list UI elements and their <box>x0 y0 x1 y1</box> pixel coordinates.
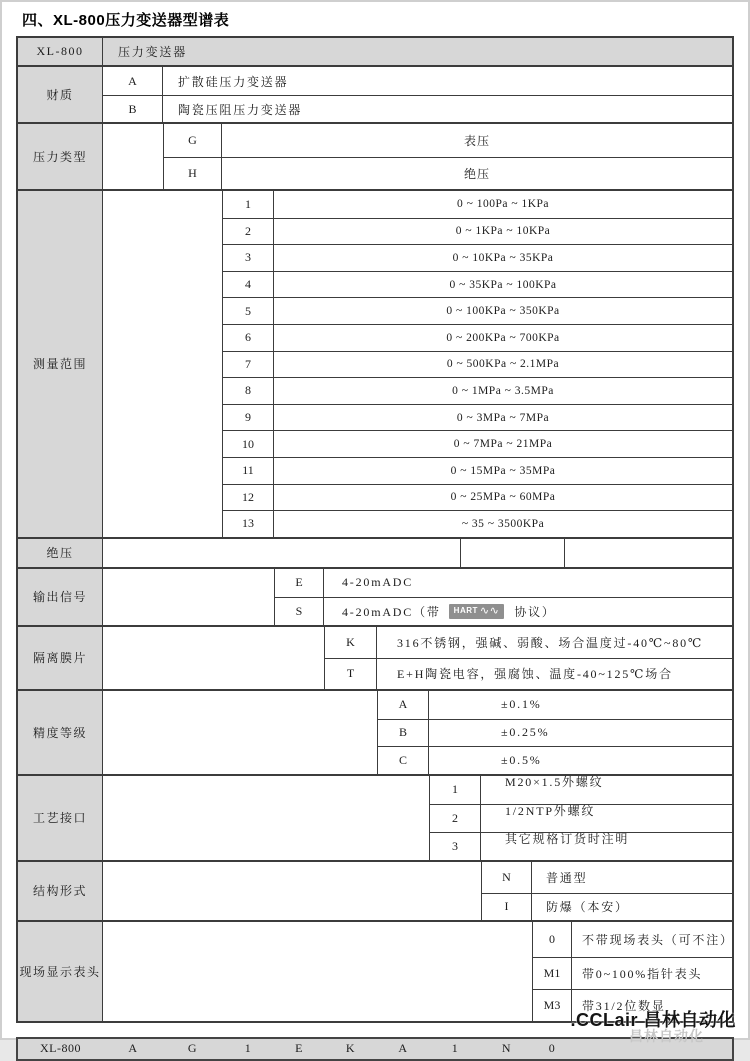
table-header-row <box>18 38 732 65</box>
spec-row <box>222 218 732 245</box>
option-desc-text: E+H陶瓷电容，强腐蚀、温度-40~125℃场合 <box>397 667 673 682</box>
section-label-field-display: 现场显示表头 <box>18 922 103 1021</box>
section-accuracy-class <box>18 689 732 774</box>
option-code: B <box>377 720 429 746</box>
option-code: M3 <box>532 990 572 1021</box>
option-desc <box>274 485 732 511</box>
spec-row <box>222 324 732 351</box>
page-title: 四、XL-800压力变送器型谱表 <box>22 12 230 29</box>
option-code: 9 <box>222 405 274 431</box>
spec-row <box>429 804 732 832</box>
option-desc-text: 1/2NTP外螺纹 <box>505 803 596 818</box>
option-code: 0 <box>532 922 572 957</box>
section-label-absolute-pressure: 绝压 <box>18 539 103 567</box>
empty-cell <box>103 539 460 567</box>
option-desc-text: 防爆（本安） <box>546 900 629 915</box>
spec-row <box>481 893 732 920</box>
spec-row <box>103 95 732 122</box>
option-desc-text: 协议） <box>514 604 556 619</box>
example-model-code-row <box>16 1037 734 1061</box>
example-code: G <box>187 1041 198 1056</box>
stair-spacer <box>103 191 222 537</box>
stair-spacer <box>103 776 429 860</box>
section-process-connection <box>18 774 732 860</box>
stair-spacer <box>103 124 163 189</box>
model-spec-table <box>16 36 734 1023</box>
spec-row <box>429 776 732 804</box>
option-code: 3 <box>429 833 481 860</box>
option-desc <box>377 627 732 658</box>
section-label-isolation-diaphragm: 隔离膜片 <box>18 627 103 689</box>
section-label-process-connection: 工艺接口 <box>18 776 103 860</box>
option-desc <box>324 569 732 597</box>
option-desc-text: 其它规格订货时注明 <box>505 831 630 846</box>
option-desc-text: 0 ~ 25MPa ~ 60MPa <box>450 491 556 504</box>
section-isolation-diaphragm <box>18 625 732 689</box>
example-code: 1 <box>451 1041 459 1056</box>
spec-row <box>163 157 732 189</box>
spec-row <box>222 244 732 271</box>
option-code: 11 <box>222 458 274 484</box>
spec-row <box>222 271 732 298</box>
option-code: S <box>274 598 324 625</box>
option-desc <box>429 747 732 774</box>
option-desc <box>532 862 732 893</box>
option-desc-text: 0 ~ 15MPa ~ 35MPa <box>450 464 556 477</box>
option-desc <box>163 96 732 122</box>
option-desc <box>274 378 732 404</box>
option-code: N <box>481 862 532 893</box>
section-material <box>18 65 732 122</box>
spec-row <box>377 691 732 719</box>
section-structure-type <box>18 860 732 920</box>
option-desc <box>572 958 732 989</box>
option-code: 5 <box>222 298 274 324</box>
option-desc <box>274 352 732 378</box>
spec-row <box>324 658 732 689</box>
stair-spacer <box>103 862 481 920</box>
option-code: 13 <box>222 511 274 537</box>
option-desc-text: 0 ~ 3MPa ~ 7MPa <box>456 411 550 424</box>
option-code: 12 <box>222 485 274 511</box>
option-desc <box>532 894 732 920</box>
section-output-signal <box>18 567 732 625</box>
option-code: 4 <box>222 272 274 298</box>
spec-row <box>222 351 732 378</box>
spec-row <box>274 569 732 597</box>
spec-row <box>222 191 732 218</box>
option-desc <box>481 776 732 804</box>
option-desc <box>274 272 732 298</box>
spec-row <box>163 124 732 157</box>
option-desc <box>274 405 732 431</box>
option-code: 2 <box>222 219 274 245</box>
option-desc <box>324 598 732 625</box>
option-desc-text: 0 ~ 100Pa ~ 1KPa <box>457 198 549 211</box>
option-desc-text: 316不锈钢，强碱、弱酸、场合温度过-40℃~80℃ <box>397 635 704 650</box>
option-desc <box>163 67 732 95</box>
option-code: C <box>377 747 429 774</box>
option-desc <box>274 325 732 351</box>
spec-row <box>222 484 732 511</box>
option-desc <box>274 511 732 537</box>
option-desc-text: ~ 35 ~ 3500KPa <box>461 517 545 530</box>
option-code: K <box>324 627 377 658</box>
spec-row <box>103 67 732 95</box>
spec-row <box>532 957 732 989</box>
option-desc <box>222 158 732 189</box>
spec-row <box>377 719 732 746</box>
option-code: 8 <box>222 378 274 404</box>
example-code: N <box>501 1041 512 1056</box>
option-code: T <box>324 659 377 689</box>
option-desc-text: 4-20mADC（带 <box>342 604 441 619</box>
spec-row <box>429 832 732 860</box>
option-desc <box>377 659 732 689</box>
option-desc-text: 0 ~ 35KPa ~ 100KPa <box>449 278 557 291</box>
empty-cell <box>460 539 564 567</box>
option-desc <box>222 124 732 157</box>
option-desc-text: 0 ~ 100KPa ~ 350KPa <box>446 305 560 318</box>
spec-row <box>377 746 732 774</box>
section-label-accuracy-class: 精度等级 <box>18 691 103 774</box>
spec-row <box>274 597 732 625</box>
spec-row <box>222 377 732 404</box>
section-label-measure-range: 测量范围 <box>18 191 103 537</box>
option-desc <box>274 431 732 457</box>
section-label-material: 财质 <box>18 67 103 122</box>
option-desc <box>274 245 732 271</box>
option-code: B <box>103 96 163 122</box>
option-desc-text: 普通型 <box>546 870 588 885</box>
option-code: 7 <box>222 352 274 378</box>
example-code: 1 <box>244 1041 252 1056</box>
option-desc-text: 0 ~ 7MPa ~ 21MPa <box>453 438 553 451</box>
option-desc-text: ±0.5% <box>501 752 542 767</box>
option-desc-text: ±0.1% <box>501 697 542 712</box>
hart-protocol-logo: HART ∿∿ <box>449 604 505 619</box>
section-label-output-signal: 输出信号 <box>18 569 103 625</box>
stair-spacer <box>103 691 377 774</box>
option-code: 1 <box>429 776 481 804</box>
option-desc <box>274 191 732 218</box>
option-code: 10 <box>222 431 274 457</box>
example-code: K <box>345 1041 356 1056</box>
option-desc-text: M20×1.5外螺纹 <box>505 775 604 790</box>
option-desc <box>274 219 732 245</box>
option-desc <box>481 833 732 860</box>
spec-row <box>222 430 732 457</box>
example-model: XL-800 <box>40 1041 81 1056</box>
option-desc-text: 陶瓷压阻压力变送器 <box>178 102 303 117</box>
option-code: 1 <box>222 191 274 218</box>
option-desc <box>274 458 732 484</box>
watermark-echo-text: 昌林自动化 <box>629 1028 704 1044</box>
section-measure-range <box>18 189 732 537</box>
spec-row <box>324 627 732 658</box>
option-code: I <box>481 894 532 920</box>
option-desc-text: 带0~100%指针表头 <box>582 966 703 981</box>
option-desc <box>274 298 732 324</box>
section-pressure-type <box>18 122 732 189</box>
option-desc <box>429 720 732 746</box>
option-desc-text: 0 ~ 200KPa ~ 700KPa <box>446 331 560 344</box>
section-label-pressure-type: 压力类型 <box>18 124 103 189</box>
option-code: G <box>163 124 222 157</box>
option-desc <box>429 691 732 719</box>
section-label-structure-type: 结构形式 <box>18 862 103 920</box>
option-desc-text: 0 ~ 10KPa ~ 35KPa <box>452 251 554 264</box>
option-desc-text: 4-20mADC <box>342 575 414 590</box>
option-code: 3 <box>222 245 274 271</box>
stair-spacer <box>103 922 532 1021</box>
option-desc <box>481 805 732 832</box>
example-code: E <box>295 1041 303 1056</box>
model-desc-cell: 压力变送器 <box>103 38 732 65</box>
model-code-cell: XL-800 <box>18 38 103 65</box>
spec-row <box>222 457 732 484</box>
option-code: A <box>103 67 163 95</box>
empty-cell <box>564 539 732 567</box>
watermark-text: .CCLair 昌林自动化 <box>570 1010 736 1030</box>
stair-spacer <box>103 627 324 689</box>
option-desc-text: 绝压 <box>463 167 490 181</box>
option-code: E <box>274 569 324 597</box>
option-code: A <box>377 691 429 719</box>
spec-row <box>481 862 732 893</box>
option-desc-text: 不带现场表头（可不注） <box>582 932 734 947</box>
spec-row <box>222 297 732 324</box>
spec-row <box>222 510 732 537</box>
option-code: H <box>163 158 222 189</box>
option-desc-text: 扩散硅压力变送器 <box>178 74 289 89</box>
option-code: 6 <box>222 325 274 351</box>
spec-row <box>532 922 732 957</box>
option-desc-text: 表压 <box>463 134 490 148</box>
option-desc <box>572 922 732 957</box>
section-absolute-pressure <box>18 537 732 567</box>
example-code: A <box>398 1041 408 1056</box>
example-code: 0 <box>548 1041 556 1056</box>
option-desc-text: ±0.25% <box>501 725 550 740</box>
stair-spacer <box>103 569 274 625</box>
option-desc-text: 0 ~ 500KPa ~ 2.1MPa <box>446 358 560 371</box>
example-code: A <box>128 1041 138 1056</box>
option-code: 2 <box>429 805 481 832</box>
option-desc-text: 0 ~ 1MPa ~ 3.5MPa <box>452 384 554 397</box>
option-code: M1 <box>532 958 572 989</box>
option-desc-text: 带31/2位数显 <box>582 998 666 1013</box>
spec-row <box>222 404 732 431</box>
option-desc-text: 0 ~ 1KPa ~ 10KPa <box>455 225 551 238</box>
